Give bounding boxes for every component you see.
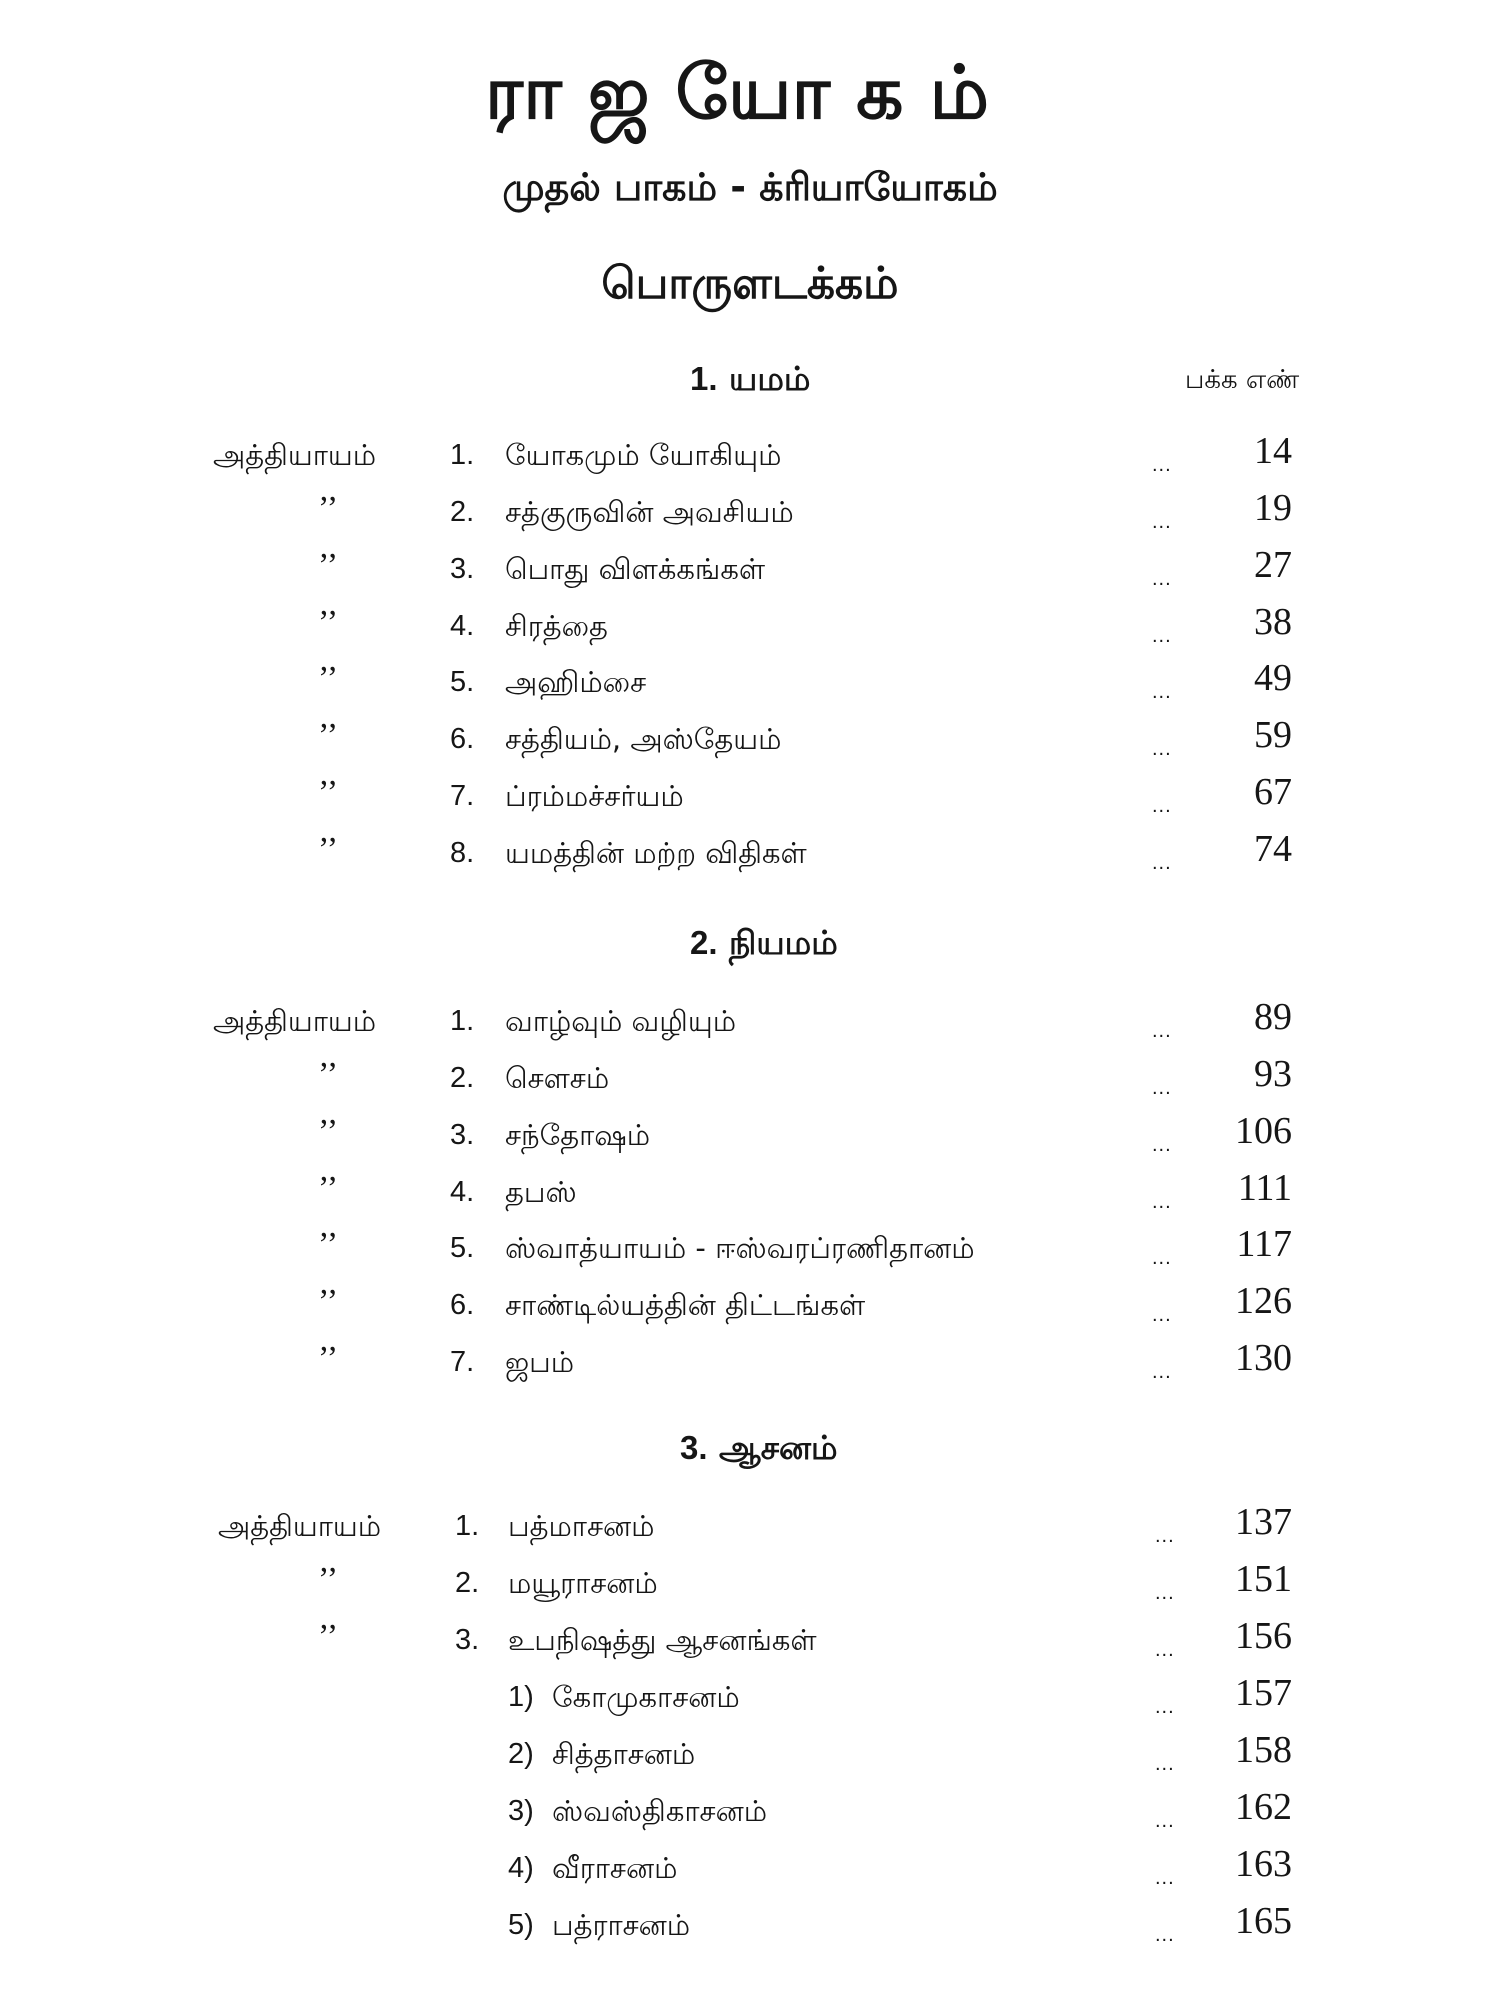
chapter-label: அத்தியாயம்: [213, 1004, 377, 1038]
section-heading: [680, 1428, 838, 1467]
page-number: 14: [1254, 430, 1292, 472]
part-subtitle: முதல் பாகம் - க்ரியாயோகம்: [502, 165, 998, 209]
page-number: 156: [1235, 1615, 1292, 1657]
ditto-mark: ’’: [318, 604, 339, 641]
page-number: 157: [1235, 1672, 1292, 1714]
chapter-title: பொது விளக்கங்கள்: [505, 552, 766, 586]
ditto-mark: ’’: [318, 1618, 339, 1655]
chapter-title: யோகமும் யோகியும்: [505, 438, 782, 472]
page-number: 111: [1237, 1167, 1292, 1209]
ditto-mark: ’’: [318, 660, 339, 697]
page-number-header: பக்க எண்: [1185, 365, 1300, 395]
ditto-mark: ’’: [318, 1283, 339, 1320]
chapter-number: 1.: [455, 1510, 480, 1542]
chapter-number: 7.: [450, 780, 475, 812]
ditto-mark: ’’: [318, 831, 339, 868]
subentry-number: 2): [508, 1738, 534, 1770]
chapter-title: சாண்டில்யத்தின் திட்டங்கள்: [505, 1288, 866, 1322]
page-number: 27: [1254, 544, 1292, 586]
chapter-number: 6.: [450, 723, 475, 755]
page-number: 49: [1254, 657, 1292, 699]
ditto-mark: ’’: [318, 490, 339, 527]
chapter-title: யமத்தின் மற்ற விதிகள்: [505, 836, 807, 870]
chapter-number: 4.: [450, 1176, 475, 1208]
subentry-number: 5): [508, 1909, 534, 1941]
page-number: 67: [1254, 771, 1292, 813]
section-title: யமம்: [729, 359, 811, 398]
dot-leader: ...: [1152, 1077, 1172, 1099]
page-number: 165: [1235, 1900, 1292, 1942]
chapter-number: 7.: [450, 1346, 475, 1378]
dot-leader: ...: [1152, 625, 1172, 647]
dot-leader: ...: [1152, 681, 1172, 703]
ditto-mark: ’’: [318, 774, 339, 811]
dot-leader: ...: [1155, 1810, 1175, 1832]
section-heading: [690, 923, 838, 962]
section-number: 3.: [680, 1429, 708, 1466]
ditto-mark: ’’: [318, 717, 339, 754]
ditto-mark: ’’: [318, 1561, 339, 1598]
section-number: 2.: [690, 924, 718, 961]
dot-leader: ...: [1155, 1582, 1175, 1604]
page-number: 163: [1235, 1843, 1292, 1885]
chapter-title: சிரத்தை: [505, 609, 608, 643]
dot-leader: ...: [1152, 454, 1172, 476]
chapter-number: 5.: [450, 1232, 475, 1264]
section-title: ஆசனம்: [719, 1428, 838, 1467]
dot-leader: ...: [1155, 1753, 1175, 1775]
chapter-title: சத்தியம், அஸ்தேயம்: [505, 722, 782, 756]
subentry-title: கோமுகாசனம்: [552, 1680, 740, 1714]
section-number: 1.: [690, 360, 718, 397]
dot-leader: ...: [1152, 1020, 1172, 1042]
dot-leader: ...: [1152, 1134, 1172, 1156]
page-number: 158: [1235, 1729, 1292, 1771]
page-number: 130: [1235, 1337, 1292, 1379]
chapter-title: ப்ரம்மச்சர்யம்: [505, 779, 684, 813]
subentry-title: ஸ்வஸ்திகாசனம்: [552, 1794, 768, 1828]
chapter-title: சந்தோஷம்: [505, 1118, 651, 1152]
section-heading: [690, 359, 811, 398]
chapter-number: 4.: [450, 610, 475, 642]
dot-leader: ...: [1155, 1924, 1175, 1946]
chapter-number: 1.: [450, 439, 475, 471]
dot-leader: ...: [1152, 1247, 1172, 1269]
chapter-title: தபஸ்: [505, 1175, 577, 1209]
dot-leader: ...: [1155, 1525, 1175, 1547]
chapter-number: 5.: [450, 666, 475, 698]
subentry-number: 1): [508, 1681, 534, 1713]
dot-leader: ...: [1155, 1867, 1175, 1889]
chapter-number: 1.: [450, 1005, 475, 1037]
subentry-title: பத்ராசனம்: [552, 1908, 691, 1942]
ditto-mark: ’’: [318, 1056, 339, 1093]
page-number: 151: [1235, 1558, 1292, 1600]
chapter-title: சத்குருவின் அவசியம்: [505, 495, 794, 529]
page-number: 19: [1254, 487, 1292, 529]
ditto-mark: ’’: [318, 1226, 339, 1263]
dot-leader: ...: [1152, 852, 1172, 874]
dot-leader: ...: [1152, 568, 1172, 590]
page-number: 38: [1254, 601, 1292, 643]
subentry-title: வீராசனம்: [552, 1851, 678, 1885]
chapter-title: உபநிஷத்து ஆசனங்கள்: [508, 1623, 817, 1657]
subentry-number: 3): [508, 1795, 534, 1827]
contents-heading: பொருளடக்கம்: [601, 258, 899, 309]
dot-leader: ...: [1155, 1639, 1175, 1661]
section-title: நியமம்: [729, 923, 838, 962]
dot-leader: ...: [1152, 1191, 1172, 1213]
chapter-number: 3.: [455, 1624, 480, 1656]
dot-leader: ...: [1152, 1304, 1172, 1326]
chapter-number: 2.: [455, 1567, 480, 1599]
chapter-title: அஹிம்சை: [505, 665, 647, 699]
page-number: 106: [1235, 1110, 1292, 1152]
chapter-number: 6.: [450, 1289, 475, 1321]
page-number: 89: [1254, 996, 1292, 1038]
chapter-title: ஜபம்: [505, 1345, 575, 1379]
ditto-mark: ’’: [318, 1170, 339, 1207]
chapter-title: சௌசம்: [505, 1061, 610, 1095]
chapter-number: 3.: [450, 553, 475, 585]
dot-leader: ...: [1152, 795, 1172, 817]
subentry-title: சித்தாசனம்: [552, 1737, 696, 1771]
dot-leader: ...: [1152, 738, 1172, 760]
ditto-mark: ’’: [318, 547, 339, 584]
subentry-number: 4): [508, 1852, 534, 1884]
dot-leader: ...: [1155, 1696, 1175, 1718]
dot-leader: ...: [1152, 1361, 1172, 1383]
page-number: 137: [1235, 1501, 1292, 1543]
page-number: 126: [1235, 1280, 1292, 1322]
page-number: 93: [1254, 1053, 1292, 1095]
chapter-label: அத்தியாயம்: [218, 1509, 382, 1543]
chapter-title: மயூராசனம்: [508, 1566, 658, 1600]
chapter-number: 8.: [450, 837, 475, 869]
chapter-number: 2.: [450, 1062, 475, 1094]
chapter-title: வாழ்வும் வழியும்: [505, 1004, 737, 1038]
ditto-mark: ’’: [318, 1340, 339, 1377]
ditto-mark: ’’: [318, 1113, 339, 1150]
chapter-number: 3.: [450, 1119, 475, 1151]
book-title: ராஜயோகம்: [484, 50, 1016, 136]
page-number: 117: [1236, 1223, 1292, 1265]
chapter-title: பத்மாசனம்: [508, 1509, 655, 1543]
chapter-title: ஸ்வாத்யாயம் - ஈஸ்வரப்ரணிதானம்: [505, 1231, 975, 1265]
chapter-number: 2.: [450, 496, 475, 528]
chapter-label: அத்தியாயம்: [213, 438, 377, 472]
page-number: 162: [1235, 1786, 1292, 1828]
dot-leader: ...: [1152, 511, 1172, 533]
page-number: 74: [1254, 828, 1292, 870]
page-number: 59: [1254, 714, 1292, 756]
